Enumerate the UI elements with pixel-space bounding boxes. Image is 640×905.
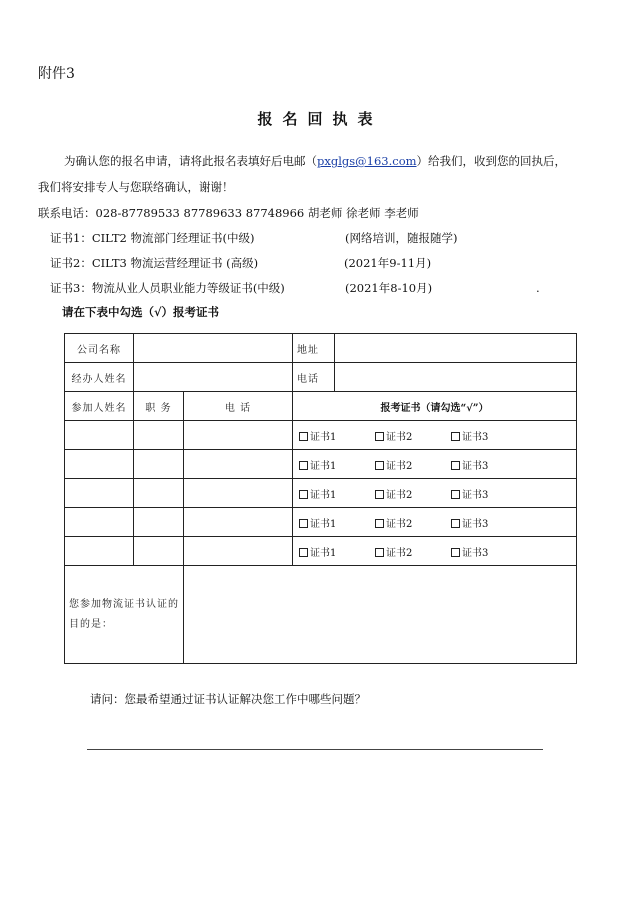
telephone-header: 电 话 <box>184 392 293 421</box>
purpose-row <box>65 566 577 664</box>
header-row <box>65 392 577 421</box>
cert-1-checkbox[interactable] <box>299 457 375 472</box>
cert-option-label: 证书1 <box>310 547 337 559</box>
table-row <box>65 537 577 566</box>
cert-options <box>293 537 577 566</box>
cert-option-label: 证书2 <box>386 431 413 443</box>
form-title: 报名回执表 <box>257 110 383 128</box>
checkbox-icon <box>299 461 308 470</box>
cert-2-checkbox[interactable] <box>375 544 451 559</box>
cert-option-label: 证书3 <box>462 489 489 501</box>
attachment-label: 附件3 <box>38 66 75 82</box>
cert-2-checkbox[interactable] <box>375 486 451 501</box>
cert-1-name: 证书1：CILT2 物流部门经理证书(中级) <box>50 231 255 245</box>
telephone-input[interactable] <box>184 479 293 508</box>
handler-input[interactable] <box>134 363 293 392</box>
position-input[interactable] <box>134 508 184 537</box>
checkbox-icon <box>375 432 384 441</box>
checkbox-icon <box>299 432 308 441</box>
cert-option-label: 证书3 <box>462 460 489 472</box>
cert-options <box>293 479 577 508</box>
table-row <box>65 479 577 508</box>
phone-label: 电话 <box>293 363 335 392</box>
telephone-input[interactable] <box>184 508 293 537</box>
intro-line-1 <box>64 154 566 168</box>
checkbox-icon <box>375 490 384 499</box>
cert-options <box>293 450 577 479</box>
cert-option-label: 证书3 <box>462 518 489 530</box>
participant-header: 参加人姓名 <box>65 392 134 421</box>
purpose-input[interactable] <box>184 566 577 664</box>
checkbox-icon <box>299 548 308 557</box>
cert-3-note: (2021年8-10月) <box>345 281 433 295</box>
cert-option-label: 证书2 <box>386 489 413 501</box>
participant-input[interactable] <box>65 479 134 508</box>
checkbox-icon <box>375 548 384 557</box>
checkbox-icon <box>299 519 308 528</box>
participant-input[interactable] <box>65 421 134 450</box>
registration-table <box>64 333 577 664</box>
position-input[interactable] <box>134 479 184 508</box>
participant-input[interactable] <box>65 537 134 566</box>
participant-input[interactable] <box>65 508 134 537</box>
checkbox-icon <box>375 461 384 470</box>
intro-line-2: 我们将安排专人与您联络确认，谢谢！ <box>38 180 234 194</box>
checkbox-icon <box>375 519 384 528</box>
handler-label: 经办人姓名 <box>65 363 134 392</box>
cert-select-header: 报考证书（请勾选“√”） <box>293 392 577 421</box>
question-text: 请问：您最希望通过证书认证解决您工作中哪些问题？ <box>90 692 366 706</box>
table-row <box>65 508 577 537</box>
telephone-input[interactable] <box>184 450 293 479</box>
cert-3-checkbox[interactable] <box>451 544 527 559</box>
cert-1-checkbox[interactable] <box>299 544 375 559</box>
cert-2-checkbox[interactable] <box>375 457 451 472</box>
cert-option-label: 证书3 <box>462 431 489 443</box>
position-input[interactable] <box>134 537 184 566</box>
address-label: 地址 <box>293 334 335 363</box>
cert-1-checkbox[interactable] <box>299 515 375 530</box>
checkbox-icon <box>451 432 460 441</box>
cert-3-checkbox[interactable] <box>451 457 527 472</box>
cert-option-label: 证书3 <box>462 547 489 559</box>
cert-1-checkbox[interactable] <box>299 486 375 501</box>
cert-3-checkbox[interactable] <box>451 486 527 501</box>
checkbox-icon <box>451 519 460 528</box>
company-label: 公司名称 <box>65 334 134 363</box>
cert-option-label: 证书1 <box>310 518 337 530</box>
cert-1-note: (网络培训，随报随学) <box>345 231 458 245</box>
cert-1-checkbox[interactable] <box>299 428 375 443</box>
intro-text-after: ）给我们，收到您的回执后， <box>416 154 567 168</box>
cert-options <box>293 421 577 450</box>
cert-3-checkbox[interactable] <box>451 515 527 530</box>
cert-2-note: (2021年9-11月) <box>344 256 432 270</box>
answer-line[interactable] <box>87 749 543 750</box>
select-instruction: 请在下表中勾选（√）报考证书 <box>62 305 220 319</box>
cert-2-checkbox[interactable] <box>375 515 451 530</box>
telephone-input[interactable] <box>184 537 293 566</box>
cert-option-label: 证书1 <box>310 431 337 443</box>
intro-text-before: 为确认您的报名申请，请将此报名表填好后电邮（ <box>64 154 317 168</box>
cert-option-label: 证书2 <box>386 547 413 559</box>
trailing-dot: . <box>536 281 540 295</box>
purpose-label: 您参加物流证书认证的目的是： <box>65 566 184 664</box>
phone-input[interactable] <box>335 363 577 392</box>
checkbox-icon <box>451 461 460 470</box>
email-link[interactable]: pxglgs@163.com <box>317 154 417 168</box>
cert-option-label: 证书1 <box>310 460 337 472</box>
address-input[interactable] <box>335 334 577 363</box>
table-row <box>65 450 577 479</box>
position-input[interactable] <box>134 450 184 479</box>
checkbox-icon <box>451 490 460 499</box>
checkbox-icon <box>451 548 460 557</box>
company-input[interactable] <box>134 334 293 363</box>
company-row <box>65 334 577 363</box>
cert-3-checkbox[interactable] <box>451 428 527 443</box>
participant-input[interactable] <box>65 450 134 479</box>
handler-row <box>65 363 577 392</box>
table-row <box>65 421 577 450</box>
cert-options <box>293 508 577 537</box>
position-header: 职 务 <box>134 392 184 421</box>
cert-option-label: 证书2 <box>386 518 413 530</box>
contact-line: 联系电话：028-87789533 87789633 87748966 胡老师 徐老师 李老师 <box>38 206 419 220</box>
cert-2-name: 证书2：CILT3 物流运营经理证书 (高级) <box>50 256 259 270</box>
cert-2-checkbox[interactable] <box>375 428 451 443</box>
position-input[interactable] <box>134 421 184 450</box>
telephone-input[interactable] <box>184 421 293 450</box>
checkbox-icon <box>299 490 308 499</box>
cert-option-label: 证书1 <box>310 489 337 501</box>
cert-3-name: 证书3：物流从业人员职业能力等级证书(中级) <box>50 281 285 295</box>
cert-option-label: 证书2 <box>386 460 413 472</box>
